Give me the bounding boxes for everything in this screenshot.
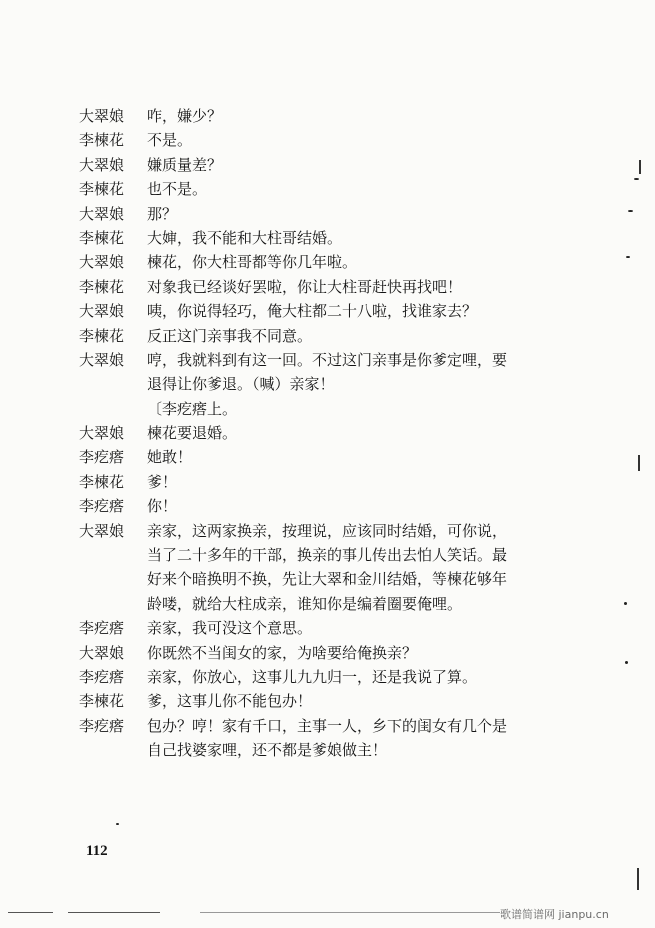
speaker-name: 李楝花: [79, 180, 125, 199]
dialogue-line: [0, 494, 655, 518]
dialogue-text: 不是。: [147, 131, 193, 150]
dialogue-line: [0, 128, 655, 152]
dialogue-text: 也不是。: [147, 180, 208, 199]
dialogue-line: [0, 519, 655, 543]
dialogue-line: [0, 104, 655, 128]
dialogue-line: [0, 689, 655, 713]
speaker-name: 李楝花: [79, 277, 125, 296]
speaker-name: 李楝花: [79, 131, 125, 150]
speaker-name: 大翠娘: [79, 302, 125, 321]
dialogue-line: [0, 470, 655, 494]
speaker-name: 大翠娘: [79, 521, 125, 540]
stage-direction-text: 〔李疙瘩上。: [147, 399, 238, 418]
dialogue-line: [0, 177, 655, 201]
dialogue-text: 嫌质量差？: [147, 155, 223, 174]
dialogue-text: 你！: [147, 497, 178, 516]
dialogue-line: [0, 226, 655, 250]
footer-rule: [68, 912, 160, 913]
scan-speck: [634, 178, 639, 180]
speaker-name: 李疙瘩: [79, 619, 125, 638]
dialogue-text: 对象我已经谈好罢啦，你让大柱哥赶快再找吧！: [147, 277, 463, 296]
watermark: 歌谱简谱网 jianpu.cn: [500, 908, 609, 921]
dialogue-text: 亲家，这两家换亲，按理说，应该同时结婚，可你说，: [147, 521, 508, 540]
scan-mark: [638, 455, 640, 471]
scan-speck: [626, 256, 630, 258]
scan-speck: [628, 210, 633, 212]
dialogue-text: 好来个暗换明不换，先让大翠和金川结婚，等楝花够年: [147, 570, 508, 589]
dialogue-line: [0, 592, 655, 616]
dialogue-text: 包办？哼！家有千口，主事一人，乡下的闺女有几个是: [147, 716, 508, 735]
dialogue-line: [0, 567, 655, 591]
dialogue-line: [0, 445, 655, 469]
dialogue-line: [0, 275, 655, 299]
speaker-name: 大翠娘: [79, 253, 125, 272]
dialogue-text: 那？: [147, 204, 178, 223]
dialogue-line: [0, 714, 655, 738]
footer-rule: [8, 912, 53, 913]
dialogue-text: 你既然不当闺女的家，为啥要给俺换亲？: [147, 643, 418, 662]
dialogue-line: [0, 202, 655, 226]
stage-direction: [0, 397, 655, 421]
speaker-name: 李疙瘩: [79, 716, 125, 735]
speaker-name: 大翠娘: [79, 643, 125, 662]
script-dialogue: [0, 104, 655, 763]
speaker-name: 李楝花: [79, 692, 125, 711]
dialogue-line: [0, 616, 655, 640]
speaker-name: 大翠娘: [79, 204, 125, 223]
scan-mark: [637, 868, 639, 890]
speaker-name: 大翠娘: [79, 424, 125, 443]
dialogue-text: 自己找婆家哩，还不都是爹娘做主！: [147, 741, 388, 760]
dialogue-text: 反正这门亲事我不同意。: [147, 326, 313, 345]
dialogue-text: 她敢！: [147, 448, 193, 467]
dialogue-text: 哼，我就料到有这一回。不过这门亲事是你爹定哩，要: [147, 350, 508, 369]
dialogue-line: [0, 372, 655, 396]
dialogue-text: 龄喽，就给大柱成亲，谁知你是编着圈要俺哩。: [147, 594, 463, 613]
speaker-name: 李楝花: [79, 472, 125, 491]
dialogue-text: 退得让你爹退。（喊）亲家！: [147, 375, 335, 394]
dialogue-line: [0, 299, 655, 323]
dialogue-line: [0, 543, 655, 567]
dialogue-line: [0, 738, 655, 762]
dialogue-text: 楝花，你大柱哥都等你几年啦。: [147, 253, 358, 272]
dialogue-line: [0, 324, 655, 348]
page-number: 112: [86, 843, 108, 859]
dialogue-line: [0, 665, 655, 689]
dialogue-text: 爹，这事儿你不能包办！: [147, 692, 313, 711]
speaker-name: 李楝花: [79, 326, 125, 345]
scan-mark: [639, 160, 641, 174]
dialogue-text: 咦，你说得轻巧，俺大柱都二十八啦，找谁家去？: [147, 302, 478, 321]
footer-rule: [200, 912, 500, 913]
dialogue-line: [0, 250, 655, 274]
dialogue-text: 亲家，你放心，这事儿九九归一，还是我说了算。: [147, 667, 478, 686]
scan-speck: [116, 823, 119, 825]
dialogue-text: 咋，嫌少？: [147, 107, 223, 125]
speaker-name: 大翠娘: [79, 350, 125, 369]
speaker-name: 大翠娘: [79, 107, 125, 125]
dialogue-line: [0, 348, 655, 372]
dialogue-text: 当了二十多年的干部，换亲的事儿传出去怕人笑话。最: [147, 546, 508, 565]
speaker-name: 李疙瘩: [79, 497, 125, 516]
scan-speck: [624, 602, 627, 605]
speaker-name: 李疙瘩: [79, 667, 125, 686]
scan-speck: [625, 661, 628, 664]
dialogue-text: 爹！: [147, 472, 178, 491]
speaker-name: 大翠娘: [79, 155, 125, 174]
speaker-name: 李疙瘩: [79, 448, 125, 467]
speaker-name: 李楝花: [79, 228, 125, 247]
dialogue-text: 亲家，我可没这个意思。: [147, 619, 313, 638]
dialogue-text: 大婶，我不能和大柱哥结婚。: [147, 228, 343, 247]
dialogue-text: 楝花要退婚。: [147, 424, 238, 443]
dialogue-line: [0, 421, 655, 445]
dialogue-line: [0, 153, 655, 177]
dialogue-line: [0, 641, 655, 665]
